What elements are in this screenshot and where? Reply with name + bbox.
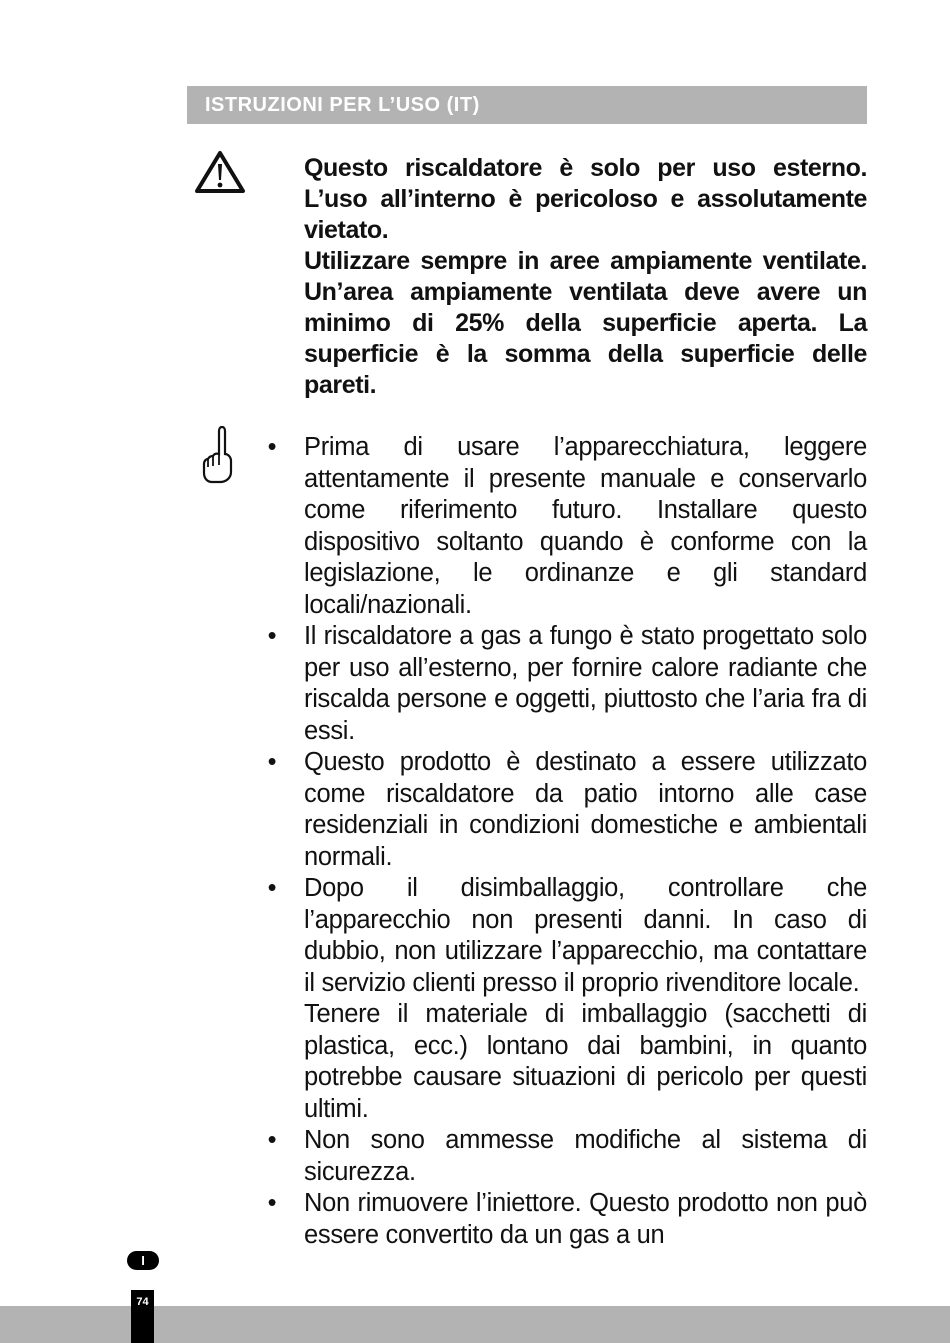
bullet-marker: • (267, 748, 277, 776)
list-item (262, 1188, 867, 1251)
list-item (262, 621, 867, 747)
bullet-marker: • (267, 622, 277, 650)
bullet-marker: • (267, 874, 277, 902)
list-item-text: Non rimuovere l’iniettore. Questo prodotto non può essere convertito da un gas a un (304, 1189, 867, 1249)
section-title: ISTRUZIONI PER L’USO (IT) (205, 93, 480, 116)
list-item-text: Il riscaldatore a gas a fungo è stato progettato solo per uso all’esterno, per fornire calore radiante che riscalda persone e oggetti, piuttosto che l’aria fra di essi. (304, 622, 867, 745)
page-number: 74 (131, 1290, 154, 1343)
instructions-list (262, 432, 867, 1251)
bullet-marker: • (267, 1189, 277, 1217)
list-item-text: Non sono ammesse modifiche al sistema di sicurezza. (304, 1126, 867, 1186)
list-item (262, 1125, 867, 1188)
list-item (262, 747, 867, 873)
section-header-bar (187, 86, 867, 124)
list-item (262, 873, 867, 1125)
list-item-text: Prima di usare l’apparecchiatura, leggere attentamente il presente manuale e conservarlo come riferimento futuro. Installare questo dispositivo soltanto quando è conforme con la legislazione, le ordinanze e gli standard locali/nazionali. (304, 433, 867, 619)
list-item (262, 432, 867, 621)
warning-paragraph-outdoor-use: Questo riscaldatore è solo per uso esterno. L’uso all’interno è pericoloso e assolutamente vietato. (304, 154, 867, 244)
warning-triangle-icon (194, 150, 246, 194)
bullet-marker: • (267, 433, 277, 461)
pointing-hand-icon (198, 424, 238, 484)
language-badge: I (127, 1251, 159, 1270)
bullet-marker: • (267, 1126, 277, 1154)
list-item-extra-text: Tenere il materiale di imballaggio (sacchetti di plastica, ecc.) lontano dai bambini, in quanto potrebbe causare situazioni di pericolo per questi ultimi. (304, 1000, 867, 1123)
warning-paragraph-ventilation: Utilizzare sempre in aree ampiamente ventilate. Un’area ampiamente ventilata deve avere un minimo di 25% della superficie aperta. La superficie è la somma della superficie delle pareti. (304, 247, 867, 399)
list-item-text: Dopo il disimballaggio, controllare che l’apparecchio non presenti danni. In caso di dubbio, non utilizzare l’apparecchio, ma contattare il servizio clienti presso il proprio rivenditore locale. (304, 874, 867, 997)
safety-warning-text (304, 153, 867, 401)
list-item-text: Questo prodotto è destinato a essere utilizzato come riscaldatore da patio intorno alle case residenziali in condizioni domestiche e ambientali normali. (304, 748, 867, 871)
